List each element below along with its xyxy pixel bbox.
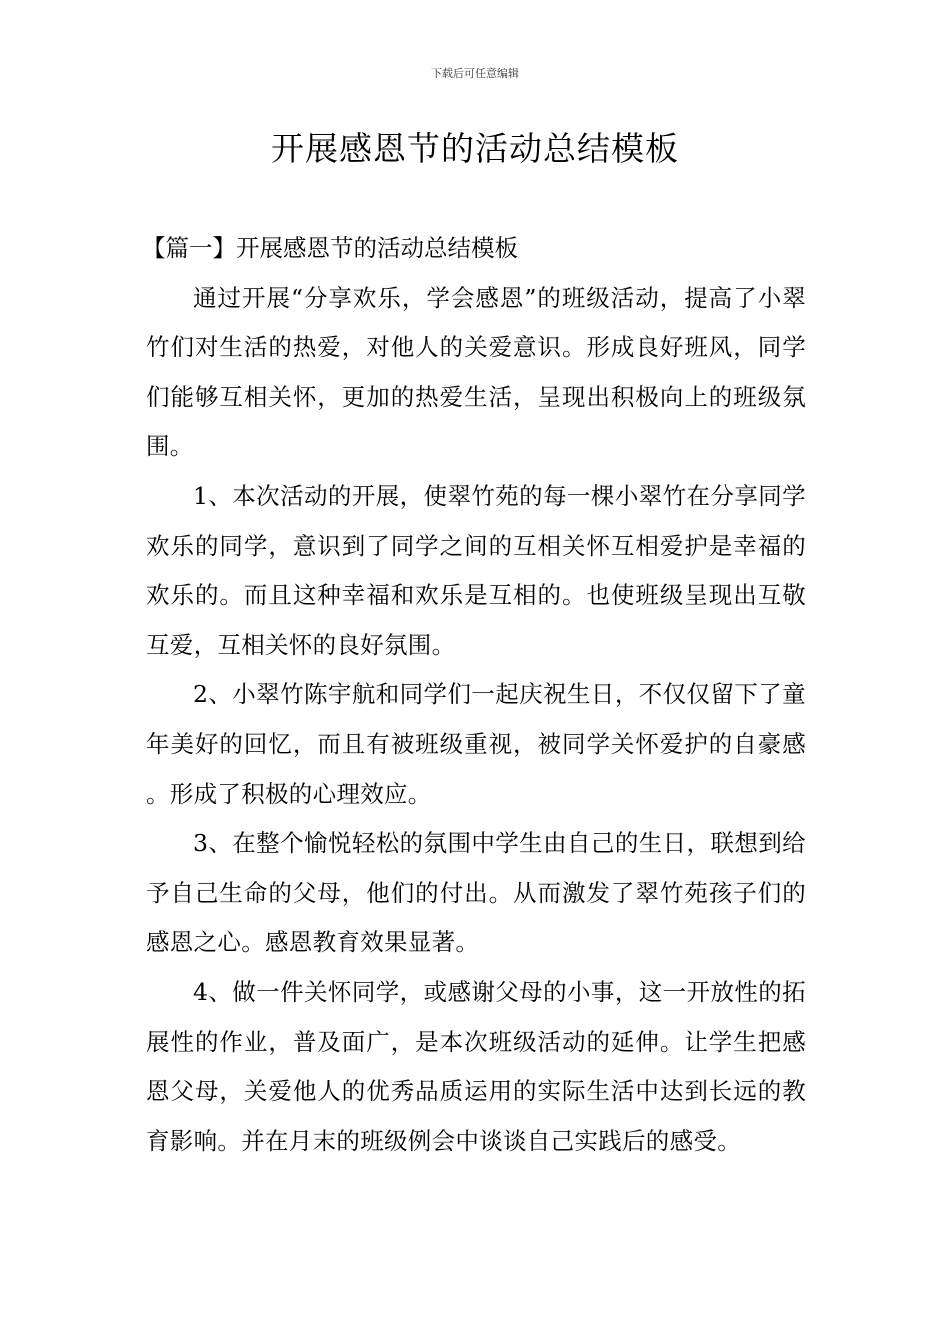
paragraph-intro: 通过开展“分享欢乐，学会感恩”的班级活动，提高了小翠竹们对生活的热爱，对他人的关爱意识。形成良好班风，同学们能够互相关怀，更加的热爱生活，呈现出积极向上的班级氛围。 (146, 283, 806, 461)
header-note: 下载后可任意编辑 (431, 67, 519, 80)
paragraph-point-2: 2、小翠竹陈宇航和同学们一起庆祝生日，不仅仅留下了童年美好的回忆，而且有被班级重视，被同学关怀爱护的自豪感。形成了积极的心理效应。 (146, 680, 806, 808)
section-heading: 【篇一】开展感恩节的活动总结模板 (142, 234, 518, 262)
paragraph-point-3: 3、在整个愉悦轻松的氛围中学生由自己的生日，联想到给予自己生命的父母，他们的付出。从而激发了翠竹苑孩子们的感恩之心。感恩教育效果显著。 (146, 829, 806, 957)
document-title: 开展感恩节的活动总结模板 (271, 129, 679, 168)
document-body (142, 224, 806, 1166)
paragraph-point-1: 1、本次活动的开展，使翠竹苑的每一棵小翠竹在分享同学欢乐的同学，意识到了同学之间的互相关怀互相爱护是幸福的欢乐的。而且这种幸福和欢乐是互相的。也使班级呈现出互敬互爱，互相关怀的良好氛围。 (146, 481, 806, 659)
paragraph-point-4: 4、做一件关怀同学，或感谢父母的小事，这一开放性的拓展性的作业，普及面广，是本次班级活动的延伸。让学生把感恩父母，关爱他人的优秀品质运用的实际生活中达到长远的教育影响。并在月末的班级例会中谈谈自己实践后的感受。 (146, 977, 806, 1155)
